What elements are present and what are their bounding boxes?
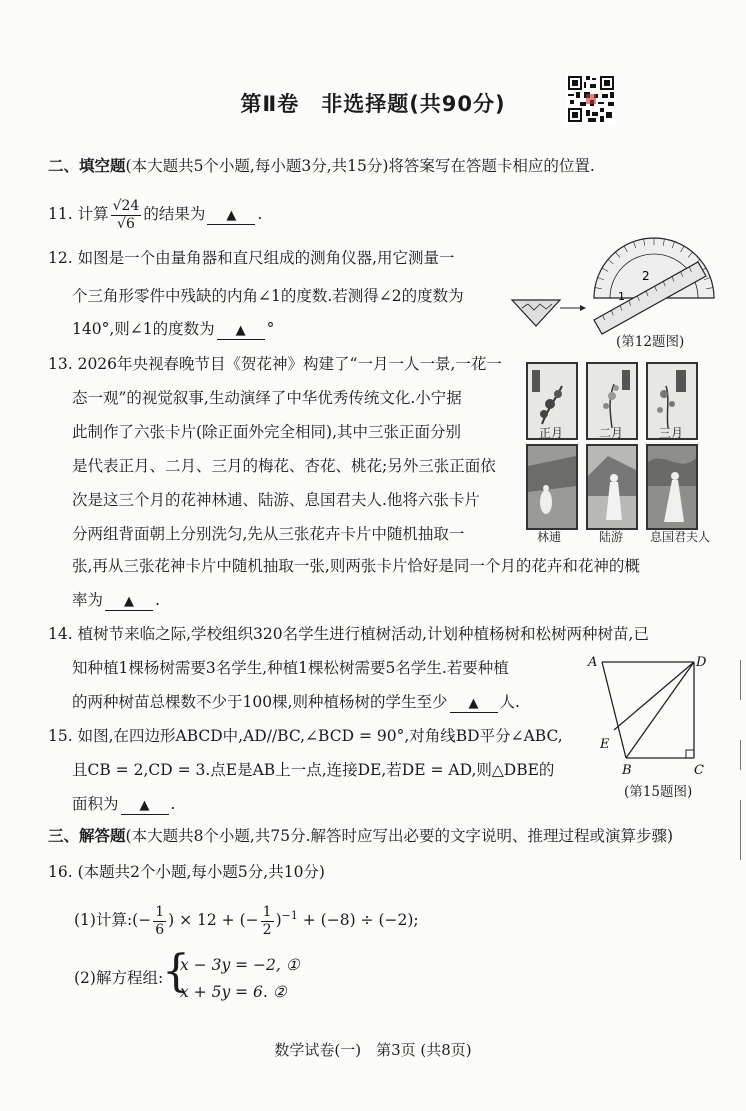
q15-figure — [586, 650, 716, 776]
card-lin-bu — [526, 444, 578, 530]
q16-part2-prefix: (2)解方程组: — [74, 969, 164, 987]
q14-line3-prefix: 的两种树苗总棵数不少于100棵,则种植杨树的学生至少 — [72, 693, 448, 711]
lu-you-figure-icon — [588, 446, 636, 528]
q16-header: 16. (本题共2个小题,每小题5分,共10分) — [48, 863, 325, 881]
point-e-label: E — [600, 737, 610, 752]
q11-tail: . — [257, 205, 263, 223]
q12-degree-sign: ° — [266, 320, 275, 338]
q16-eq1: x − 3y = −2, ① — [180, 956, 300, 974]
section3-instruction: (本大题共8个小题,共75分.解答时应写出必要的文字说明、推理过程或演算步骤) — [125, 827, 674, 845]
q13-answer-blank[interactable]: ▲ — [105, 594, 153, 611]
point-b-label: B — [622, 763, 632, 776]
q14-line3-suffix: 人. — [499, 693, 520, 711]
q12-line3 — [72, 319, 274, 340]
q13-line3: 此制作了六张卡片(除正面外完全相同),其中三张正面分别 — [72, 423, 462, 441]
q16-frac1-den: 6 — [155, 921, 165, 938]
q12-line1: 12. 如图是一个由量角器和直尺组成的测角仪器,用它测量一 — [48, 249, 455, 267]
q11-suffix: 的结果为 — [143, 205, 206, 223]
binding-mark — [740, 800, 741, 860]
q13-line6: 分两组背面朝上分别洗匀,先从三张花卉卡片中随机抽取一 — [72, 525, 465, 543]
angle-1-label: 1 — [618, 290, 625, 303]
q13-line1: 13. 2026年央视春晚节目《贺花神》构建了“一月一人一景,一花一 — [48, 355, 502, 373]
q13-line7: 张,再从三张花神卡片中随机抽取一张,则两张卡片恰好是同一个月的花卉和花神的概 — [72, 557, 640, 575]
q16-part1-tail: + (−8) ÷ (−2); — [297, 911, 419, 930]
card-label-4: 林逋 — [536, 530, 561, 544]
q15-line1: 15. 如图,在四边形ABCD中,AD//BC,∠BCD = 90°,对角线BD平分∠ABC, — [48, 727, 563, 745]
section2-heading — [48, 156, 595, 176]
q11-prefix: 11. 计算 — [48, 205, 109, 223]
section2-title: 二、填空题 — [48, 157, 126, 175]
question-11 — [48, 196, 262, 233]
qr-code-icon — [566, 74, 616, 124]
triangle-part-shape — [512, 300, 560, 326]
q16-frac2-num: 1 — [262, 903, 272, 920]
point-c-label: C — [694, 763, 704, 776]
segment-de — [614, 662, 694, 730]
section3-heading — [48, 826, 673, 846]
q16-part1-mid2: ) — [275, 911, 282, 930]
diagonal-bd — [626, 662, 694, 758]
q13-line8-suffix: . — [155, 591, 160, 609]
q15-figure-caption: (第15题图) — [624, 784, 693, 800]
q13-line2: 态一观”的视觉叙事,生动演绎了中华优秀传统文化.小宁据 — [72, 389, 462, 407]
q16-part1-mid1: ) × 12 + (− — [168, 911, 259, 930]
q12-line2: 个三角形零件中残缺的内角∠1的度数.若测得∠2的度数为 — [72, 287, 464, 305]
q15-line3-prefix: 面积为 — [72, 795, 119, 813]
q15-line2: 且CB = 2,CD = 3.点E是AB上一点,连接DE,若DE = AD,则△DBE的 — [72, 761, 555, 779]
q12-line3-prefix: 140°,则∠1的度数为 — [72, 320, 215, 338]
card-label-1: 正月 — [538, 426, 563, 440]
lin-bu-figure-icon — [528, 446, 576, 528]
right-angle-mark — [686, 750, 694, 758]
card-lu-you — [586, 444, 638, 530]
q14-line2: 知种植1棵杨树需要3名学生,种植1棵松树需要5名学生.若要种植 — [72, 659, 509, 677]
point-d-label: D — [696, 655, 707, 670]
q16-frac1-num: 1 — [155, 903, 165, 920]
q11-fraction — [111, 198, 142, 233]
q16-frac2 — [261, 904, 274, 939]
q15-line3-suffix: . — [170, 795, 176, 813]
q16-frac2-den: 2 — [262, 921, 272, 938]
q13-line8 — [72, 590, 160, 611]
q11-numerator: √24 — [112, 197, 140, 214]
q11-answer-blank[interactable]: ▲ — [207, 208, 255, 225]
q16-eq2: x + 5y = 6. ② — [180, 983, 287, 1001]
card-label-2: 二月 — [598, 426, 623, 440]
q15-answer-blank[interactable]: ▲ — [121, 798, 169, 815]
card-xi-guo-jun-furen — [646, 444, 698, 530]
binding-mark — [740, 740, 741, 770]
q13-line5: 次是这三个月的花神林逋、陆游、息国君夫人.他将六张卡片 — [72, 491, 480, 509]
page-title: 第Ⅱ卷 非选择题(共90分) — [240, 92, 506, 116]
page-footer: 数学试卷(一) 第3页 (共8页) — [274, 1041, 472, 1059]
q14-answer-blank[interactable]: ▲ — [450, 696, 498, 713]
binding-mark — [740, 660, 741, 700]
q13-line8-prefix: 率为 — [72, 591, 104, 609]
q16-frac1 — [153, 904, 166, 939]
q15-line3 — [72, 794, 175, 815]
card-label-6: 息国君夫人 — [649, 530, 710, 544]
system-brace: { — [162, 946, 190, 997]
q14-line1: 14. 植树节来临之际,学校组织320名学生进行植树活动,计划种植杨树和松树两种树苗,已 — [48, 625, 649, 643]
q11-denominator: √6 — [117, 215, 135, 232]
angle-2-label: 2 — [642, 269, 650, 283]
section3-title: 三、解答题 — [48, 827, 126, 845]
lady-xi-figure-icon — [648, 446, 696, 528]
point-a-label: A — [588, 655, 598, 670]
q12-figure — [510, 222, 716, 342]
q12-figure-caption: (第12题图) — [616, 334, 685, 350]
q16-part1 — [74, 898, 419, 939]
section2-instruction: (本大题共5个小题,每小题3分,共15分)将答案写在答题卡相应的位置. — [125, 157, 595, 175]
q16-exponent: −1 — [281, 909, 298, 922]
q12-answer-blank[interactable]: ▲ — [217, 323, 265, 340]
card-label-5: 陆游 — [598, 530, 623, 544]
card-label-3: 三月 — [658, 426, 683, 440]
q13-line4: 是代表正月、二月、三月的梅花、杏花、桃花;另外三张正面依 — [72, 457, 496, 475]
q16-part1-prefix: (1)计算:(− — [74, 911, 152, 930]
q14-line3 — [72, 692, 520, 713]
